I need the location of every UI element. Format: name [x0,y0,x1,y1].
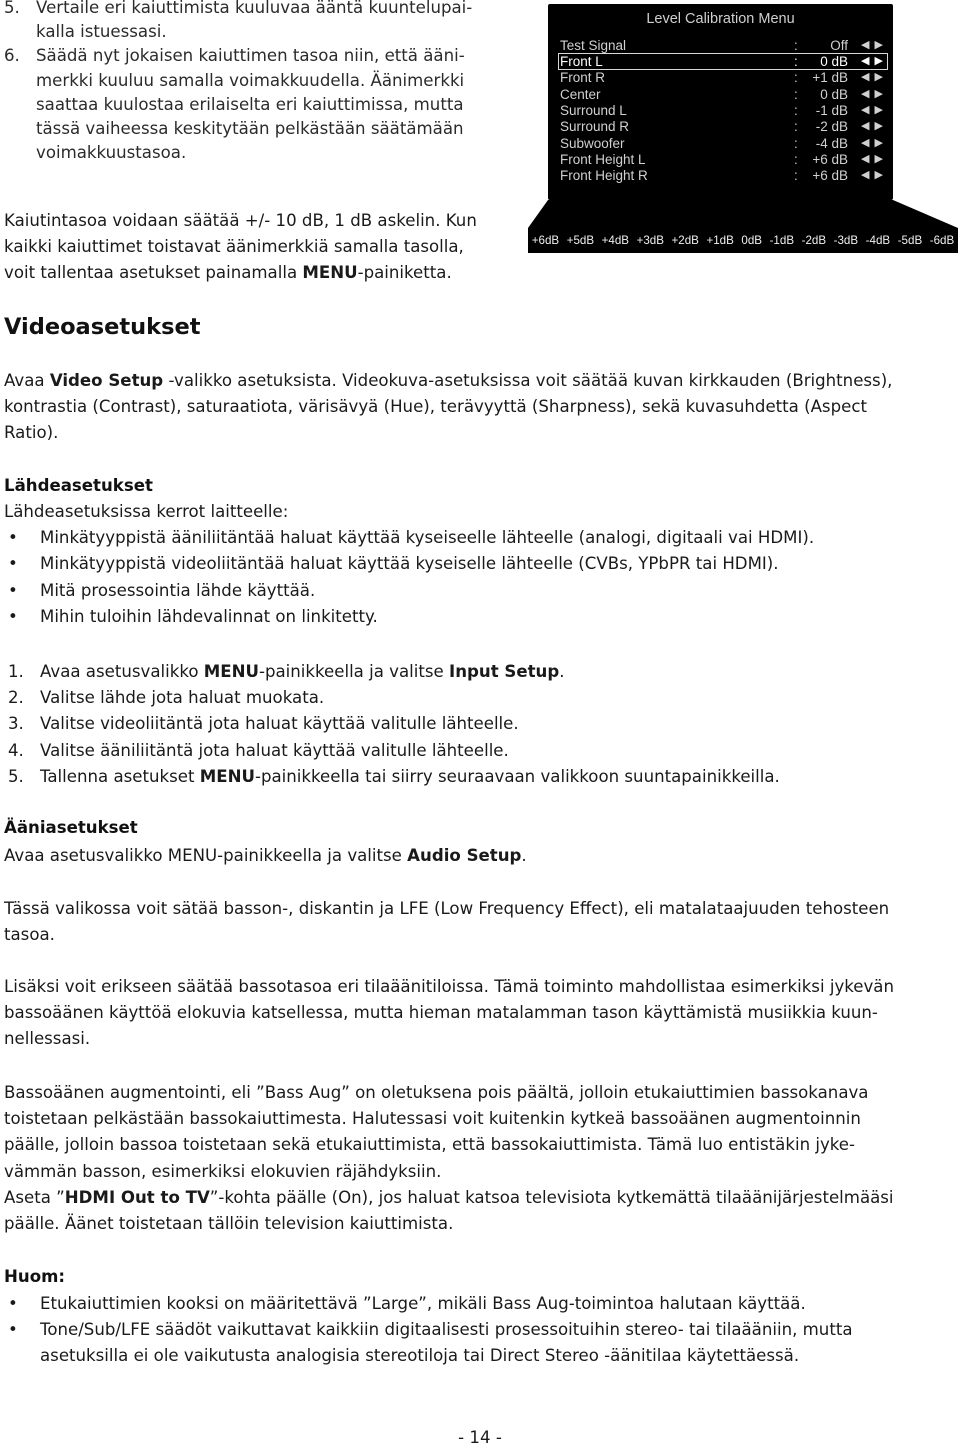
menu-name: HDMI Out to TV [64,1187,210,1207]
scale-label: -3dB [833,234,859,247]
paragraph-line [4,368,959,394]
step-item [4,711,959,737]
menu-row-front-height-r[interactable] [558,168,888,184]
paragraph-line [4,260,524,286]
text-run: -painiketta. [357,263,452,283]
step-number: 2. [8,688,24,708]
row-label: Surround L [560,103,627,118]
row-label: Front R [560,70,606,85]
scale-connector-shape [528,200,958,228]
row-value: +6 dB [812,168,848,183]
step-item [4,764,959,790]
list-text-line: voimakkuustasoa. [36,143,187,163]
step-number: 3. [8,714,24,734]
scale-label: -4dB [865,234,891,247]
list-text-line: saattaa kuulostaa erilaiselta eri kaiuttimissa, mutta [36,94,464,114]
text-run: ”-kohta päälle (On), jos haluat katsoa televisiota kytkemättä tilaäänijärjestelmääsi [209,1187,894,1207]
paragraph-line: päälle. Äänet toistetaan tällöin television kaiuttimista. [4,1214,454,1234]
bullet-item: • Mitä prosessointia lähde käyttää. [4,578,959,604]
row-colon: : [794,136,798,151]
text-run: -valikko asetuksista. Videokuva-asetuksissa voit säätää kuvan kirkkauden (Brightness), [163,371,893,390]
bullet-item: • Minkätyyppistä videoliitäntää haluat käyttää kyseiselle lähteelle (CVBs, YPbPR tai HDMI). [4,551,959,577]
bullet-line: asetuksilla ei ole vaikutusta analogisia stereotiloja tai Direct Stereo -äänitilaa käytettäessä. [40,1346,800,1366]
paragraph-line: Ratio). [4,423,59,443]
text-run: Avaa [4,371,50,390]
row-colon: : [794,103,798,118]
row-value: Off [830,38,848,53]
row-colon: : [794,87,798,102]
bullet-item: • Mihin tuloihin lähdevalinnat on linkitetty. [4,604,959,630]
paragraph-line: Lähdeasetuksissa kerrot laitteelle: [4,502,289,521]
bullet-item: • Minkätyyppistä ääniliitäntää haluat käyttää kyseiseelle lähteelle (analogi, digitaali vai HDMI). [4,525,959,551]
calibration-steps-list [0,0,520,165]
paragraph-line [4,1185,959,1211]
level-paragraph [4,208,524,287]
menu-row-center[interactable] [558,87,888,103]
menu-key-label: MENU [203,662,259,681]
source-steps-list [4,659,959,790]
text-run: -painikkeella ja valitse [258,662,450,681]
text-run: . [559,662,565,681]
paragraph-line: kontrastia (Contrast), saturaatiota, värisävyä (Hue), terävyyttä (Sharpness), sekä kuvasuhdetta (Aspect [4,397,867,417]
audio-settings-heading: Ääniasetukset [4,818,138,837]
scale-label: +5dB [566,234,595,247]
menu-row-surround-r[interactable] [558,119,888,135]
page-number: - 14 - [458,1428,502,1447]
row-value: 0 dB [820,54,848,69]
menu-row-front-r[interactable] [558,70,888,86]
text-run: -painikkeella tai siirry seuraavaan valikkoon suuntapainikkeilla. [254,766,780,786]
menu-row-subwoofer[interactable] [558,136,888,152]
paragraph-line: Tässä valikossa voit sätää basson-, diskantin ja LFE (Low Frequency Effect), eli matalataajuuden tehosteen [4,899,890,918]
menu-key-label: MENU [302,263,358,283]
step-number: 1. [8,662,24,681]
left-right-arrows-icon[interactable]: ◀ ▶ [861,104,884,116]
row-colon: : [794,54,798,69]
menu-row-test-signal[interactable] [558,38,888,54]
step-item [4,659,959,685]
video-settings-heading: Videoasetukset [4,314,201,340]
scale-label: +3dB [636,234,664,247]
step-number: 5. [8,766,24,786]
paragraph-line: vämmän basson, esimerkiksi elokuvien räjähdyksiin. [4,1161,442,1181]
scale-label: +1dB [706,234,734,247]
row-value: -1 dB [815,103,848,118]
left-right-arrows-icon[interactable]: ◀ ▶ [861,55,884,67]
row-value: -4 dB [815,136,848,151]
list-text-line: Säädä nyt jokaisen kaiuttimen tasoa niin, että ääni- [36,46,465,66]
left-right-arrows-icon[interactable]: ◀ ▶ [861,71,884,83]
menu-key-label: MENU [199,766,255,786]
paragraph-line: bassoäänen käyttöä elokuvia katsellessa, mutta hieman matalamman tason käyttämistä musiikkia kuun- [4,1003,878,1023]
menu-name: Video Setup [49,371,164,390]
scale-label: 0dB [741,234,763,247]
row-colon: : [794,38,798,53]
list-item [0,44,520,165]
note-heading: Huom: [4,1267,66,1286]
row-value: +1 dB [812,70,848,85]
row-label: Front Height R [560,168,648,183]
left-right-arrows-icon[interactable]: ◀ ▶ [861,137,884,149]
scale-label: -5dB [897,234,923,247]
bullet-item [4,1291,959,1317]
list-number: 5. [4,0,20,17]
row-label: Test Signal [560,38,627,53]
menu-row-front-l[interactable] [558,54,888,70]
paragraph-line: Kaiutintasoa voidaan säätää +/- 10 dB, 1 dB askelin. Kun [4,211,477,230]
step-item [4,685,959,711]
audio-paragraph-3 [4,1080,959,1237]
source-settings-heading: Lähdeasetukset [4,476,153,495]
paragraph-line: kaikki kaiuttimet toistavat äänimerkkiä samalla tasolla, [4,237,464,257]
list-text-line: Vertaile eri kaiuttimista kuuluvaa ääntä kuuntelupai- [36,0,473,17]
list-number: 6. [4,46,20,66]
scale-label: -2dB [801,234,827,247]
left-right-arrows-icon[interactable]: ◀ ▶ [861,39,884,51]
scale-label: +4dB [601,234,630,247]
menu-name: Audio Setup [407,846,522,865]
row-colon: : [794,152,798,167]
list-text-line: kalla istuessasi. [36,22,167,42]
text-run: . [521,846,527,865]
text-run: Avaa asetusvalikko [40,662,204,681]
row-colon: : [794,168,798,183]
row-colon: : [794,70,798,85]
row-label: Front L [560,54,603,69]
list-text-line: merkki kuuluu samalla voimakkuudella. Äänimerkki [36,70,465,90]
db-scale-bar [528,228,958,253]
scale-label: +2dB [671,234,699,247]
scale-label: -6dB [929,234,955,247]
row-label: Center [560,87,601,102]
left-right-arrows-icon[interactable]: ◀ ▶ [861,169,884,181]
step-number: 4. [8,740,24,760]
bullet-line: • Tone/Sub/LFE säädöt vaikuttavat kaikkiin digitaalisesti prosessoituihin stereo- tai tilaääniin, mutta [40,1320,853,1340]
paragraph-line: nellessasi. [4,1029,91,1049]
audio-paragraph-1 [4,896,959,948]
row-label: Surround R [560,119,630,134]
paragraph-line: tasoa. [4,925,55,945]
step-item [4,738,959,764]
menu-row-surround-l[interactable] [558,103,888,119]
text-run: voit tallentaa asetukset painamalla [4,263,303,283]
row-colon: : [794,119,798,134]
paragraph-line: Bassoäänen augmentointi, eli ”Bass Aug” on oletuksena pois päältä, jolloin etukaiuttimien bassokanava [4,1083,869,1102]
source-settings-block [4,499,959,630]
text-run: Valitse videoliitäntä jota haluat käyttää valitulle lähteelle. [40,714,519,734]
text-run: Avaa asetusvalikko MENU-painikkeella ja valitse [4,846,408,865]
bullet-item [4,1317,959,1369]
text-run: Valitse ääniliitäntä jota haluat käyttää valitulle lähteelle. [40,740,509,760]
text-run: Tallenna asetukset [40,766,200,786]
scale-label: +6dB [531,234,560,247]
menu-title: Level Calibration Menu [646,11,795,27]
list-text-line: tässä vaiheessa keskitytään pelkästään säätämään [36,119,464,139]
list-item [0,0,520,44]
text-run: Valitse lähde jota haluat muokata. [40,688,325,708]
left-right-arrows-icon[interactable]: ◀ ▶ [861,153,884,165]
row-value: 0 dB [820,87,848,102]
left-right-arrows-icon[interactable]: ◀ ▶ [861,120,884,132]
menu-name: Input Setup [449,662,560,681]
text-run: Aseta ” [4,1187,65,1207]
audio-paragraph-2 [4,974,959,1053]
video-settings-paragraph [4,368,959,447]
scale-label: -1dB [769,234,795,247]
level-calibration-menu [548,4,893,200]
row-label: Front Height L [560,152,646,167]
paragraph-line: Lisäksi voit erikseen säätää bassotasoa eri tilaäänitiloissa. Tämä toiminto mahdollistaa esimerkiksi jykevän [4,977,894,996]
paragraph-line: päälle, jolloin bassoa toistetaan sekä etukaiuttimista, että bassokaiuttimista. Tämä luo entistäkin jyke- [4,1135,856,1155]
row-value: +6 dB [812,152,848,167]
paragraph-line: toistetaan pelkästään bassokaiuttimesta. Halutessasi voit kuitenkin kytkeä bassoäänen augmentoinnin [4,1109,861,1129]
row-value: -2 dB [815,119,848,134]
row-label: Subwoofer [560,136,625,151]
audio-settings-line [4,843,959,869]
left-right-arrows-icon[interactable]: ◀ ▶ [861,88,884,100]
bullet-line: • Etukaiuttimien kooksi on määritettävä ”Large”, mikäli Bass Aug-toimintoa halutaan käyttää. [40,1294,806,1313]
note-bullets [4,1291,959,1370]
menu-row-front-height-l[interactable] [558,152,888,168]
